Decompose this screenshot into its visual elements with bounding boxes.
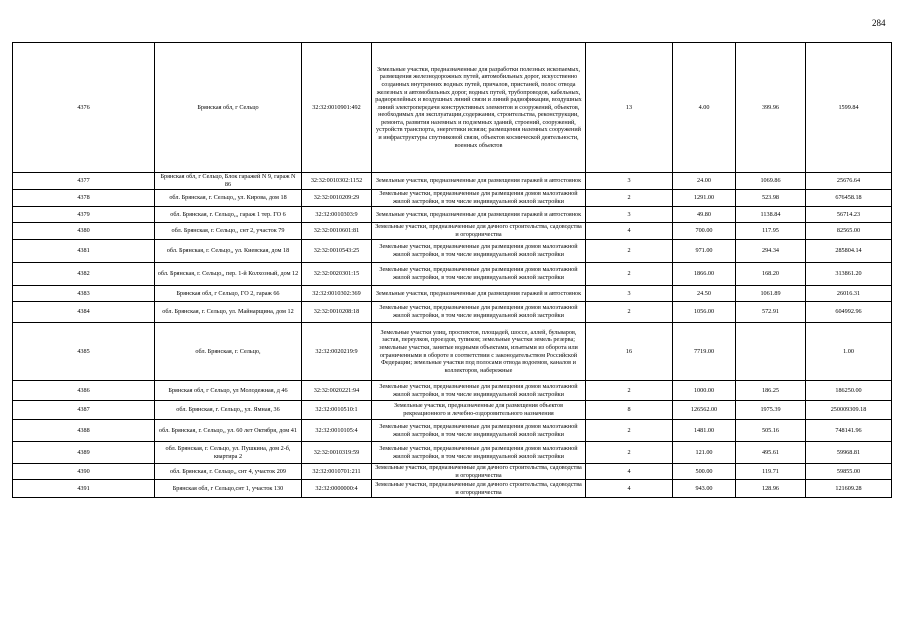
address-cell: обл. Брянская, г. Сельцо,, снт 2, участок 79 (155, 223, 302, 240)
row-number: 4385 (13, 323, 155, 381)
row-number: 4389 (13, 442, 155, 464)
address-cell: обл. Брянская, г. Сельцо,, снт 4, участок 209 (155, 464, 302, 480)
table-row (13, 43, 892, 173)
land-use-cell: Земельные участки, предназначенные для размещения домов малоэтажной жилой застройки, в том числе индивидуальной жилой застройки (372, 442, 586, 464)
row-number: 4376 (13, 43, 155, 173)
area-cell: 1000.00 (673, 381, 736, 401)
area-cell: 121.00 (673, 442, 736, 464)
cadastral-number-cell: 32:32:0000000:4 (302, 480, 372, 498)
specific-value-cell: 294.34 (736, 240, 806, 263)
land-use-cell: Земельные участки, предназначенные для размещения домов малоэтажной жилой застройки, в том числе индивидуальной жилой застройки (372, 190, 586, 207)
group-number-cell: 2 (586, 190, 673, 207)
cadastral-value-cell: 186250.00 (806, 381, 892, 401)
specific-value-cell: 1069.86 (736, 173, 806, 190)
address-cell: обл. Брянская, г. Сельцо, (155, 323, 302, 381)
area-cell: 24.50 (673, 286, 736, 302)
address-cell: обл. Брянская, г. Сельцо,, ул. Киевская, дом 18 (155, 240, 302, 263)
table-row (13, 480, 892, 498)
cadastral-number-cell: 32:32:0020301:15 (302, 263, 372, 286)
specific-value-cell (736, 323, 806, 381)
cadastral-value-cell: 82565.00 (806, 223, 892, 240)
area-cell: 7719.00 (673, 323, 736, 381)
cadastral-value-cell: 313861.20 (806, 263, 892, 286)
area-cell: 49.80 (673, 207, 736, 223)
group-number-cell: 2 (586, 302, 673, 323)
specific-value-cell: 117.95 (736, 223, 806, 240)
cadastral-number-cell: 32:32:0010601:81 (302, 223, 372, 240)
address-cell: обл. Брянская, г. Сельцо, ул. Пушкина, дом 2-б, квартира 2 (155, 442, 302, 464)
cadastral-value-cell: 1.00 (806, 323, 892, 381)
cadastral-value-cell: 121609.28 (806, 480, 892, 498)
group-number-cell: 4 (586, 223, 673, 240)
land-use-cell: Земельные участки, предназначенные для размещения гаражей и автостоянок (372, 286, 586, 302)
row-number: 4384 (13, 302, 155, 323)
specific-value-cell: 128.96 (736, 480, 806, 498)
table-row (13, 223, 892, 240)
area-cell: 4.00 (673, 43, 736, 173)
row-number: 4381 (13, 240, 155, 263)
address-cell: обл. Брянская, г. Сельцо,, пер. 1-й Колхозный, дом 12 (155, 263, 302, 286)
address-cell: обл. Брянская, г. Сельцо,, ул. 60 лет Октября, дом 41 (155, 420, 302, 442)
cadastral-number-cell: 32:32:0010105:4 (302, 420, 372, 442)
specific-value-cell: 523.98 (736, 190, 806, 207)
address-cell: обл. Брянская, г. Сельцо,, ул. Ямная, 36 (155, 401, 302, 420)
group-number-cell: 3 (586, 207, 673, 223)
address-cell: обл. Брянская, г. Сельцо,, ул. Кирова, дом 18 (155, 190, 302, 207)
row-number: 4378 (13, 190, 155, 207)
table-row (13, 263, 892, 286)
group-number-cell: 2 (586, 263, 673, 286)
land-use-cell: Земельные участки, предназначенные для размещения домов малоэтажной жилой застройки, в том числе индивидуальной жилой застройки (372, 381, 586, 401)
cadastral-number-cell: 32:32:0010303:9 (302, 207, 372, 223)
specific-value-cell: 119.71 (736, 464, 806, 480)
cadastral-value-cell: 25676.64 (806, 173, 892, 190)
cadastral-number-cell: 32:32:0020221:94 (302, 381, 372, 401)
group-number-cell: 3 (586, 173, 673, 190)
group-number-cell: 16 (586, 323, 673, 381)
cadastral-number-cell: 32:32:0010302:369 (302, 286, 372, 302)
cadastral-number-cell: 32:32:0010319:59 (302, 442, 372, 464)
table-row (13, 302, 892, 323)
cadastral-number-cell: 32:32:0010209:29 (302, 190, 372, 207)
area-cell: 1291.00 (673, 190, 736, 207)
address-cell: Брянская обл, г Сельцо (155, 43, 302, 173)
land-use-cell: Земельные участки, предназначенные для дачного строительства, садоводства и огородничества (372, 480, 586, 498)
address-cell: обл. Брянская, г. Сельцо,,, гараж 1 тер. ГО 6 (155, 207, 302, 223)
group-number-cell: 2 (586, 381, 673, 401)
row-number: 4391 (13, 480, 155, 498)
page-number: 284 (872, 18, 886, 28)
address-cell: Брянская обл, г Сельцо, ГО 2, гараж 66 (155, 286, 302, 302)
table-row (13, 173, 892, 190)
land-use-cell: Земельные участки, предназначенные для размещения гаражей и автостоянок (372, 173, 586, 190)
area-cell: 943.00 (673, 480, 736, 498)
group-number-cell: 2 (586, 442, 673, 464)
row-number: 4386 (13, 381, 155, 401)
cadastral-value-cell: 250009309.18 (806, 401, 892, 420)
area-cell: 971.00 (673, 240, 736, 263)
land-use-cell: Земельные участки, предназначенные для размещения домов малоэтажной жилой застройки, в том числе индивидуальной жилой застройки (372, 420, 586, 442)
group-number-cell: 8 (586, 401, 673, 420)
land-use-cell: Земельные участки, предназначенные для дачного строительства, садоводства и огородничества (372, 223, 586, 240)
cadastral-value-cell: 676458.18 (806, 190, 892, 207)
cadastral-value-cell: 59855.00 (806, 464, 892, 480)
row-number: 4379 (13, 207, 155, 223)
area-cell: 700.00 (673, 223, 736, 240)
cadastral-number-cell: 32:32:0020219:9 (302, 323, 372, 381)
cadastral-number-cell: 32:32:0010543:25 (302, 240, 372, 263)
table-row (13, 381, 892, 401)
cadastral-value-cell: 748141.96 (806, 420, 892, 442)
land-use-cell: Земельные участки, предназначенные для размещения гаражей и автостоянок (372, 207, 586, 223)
table-row (13, 464, 892, 480)
land-use-cell: Земельные участки, предназначенные для размещения домов малоэтажной жилой застройки, в том числе индивидуальной жилой застройки (372, 240, 586, 263)
address-cell: Брянская обл, г Сельцо, ул Молодежная, д 46 (155, 381, 302, 401)
specific-value-cell: 495.61 (736, 442, 806, 464)
area-cell: 500.00 (673, 464, 736, 480)
cadastral-value-cell: 604992.96 (806, 302, 892, 323)
specific-value-cell: 505.16 (736, 420, 806, 442)
cadastral-value-cell: 56714.23 (806, 207, 892, 223)
table-row (13, 240, 892, 263)
group-number-cell: 13 (586, 43, 673, 173)
cadastral-value-cell: 59968.81 (806, 442, 892, 464)
table-row (13, 207, 892, 223)
address-cell: обл. Брянская, г. Сельцо, ул. Майнарщина, дом 12 (155, 302, 302, 323)
cadastral-value-cell: 1599.84 (806, 43, 892, 173)
table-body (13, 43, 892, 498)
specific-value-cell: 572.91 (736, 302, 806, 323)
area-cell: 1056.00 (673, 302, 736, 323)
specific-value-cell: 1061.89 (736, 286, 806, 302)
row-number: 4380 (13, 223, 155, 240)
group-number-cell: 4 (586, 480, 673, 498)
address-cell: Брянская обл, г Сельцо, Блок гаражей N 9, гараж N 86 (155, 173, 302, 190)
land-use-cell: Земельные участки, предназначенные для разработки полезных ископаемых, размещения железнодорожных путей, автомобильных дорог, искусственно созданных внутренних водных путей, причалов, пристаней, полос отвода железных и автомобильных дорог, водных путей, трубопроводов, кабельных, радиорелейных и воздушных линий связи и линий радиофикации, воздушных линий электропередачи конструктивных элементов и сооружений, объектов, необходимых для эксплуатации,содержания, строительства, реконструкции, ремонта, развития наземных и подземных зданий, строений, сооружений, устройств транспорта, энергетики исвязи; размещения наземных сооружений и инфраструктуры спутниковой связи, объектов космической деятельности, военных объектов (372, 43, 586, 173)
row-number: 4387 (13, 401, 155, 420)
group-number-cell: 3 (586, 286, 673, 302)
table-row (13, 442, 892, 464)
row-number: 4383 (13, 286, 155, 302)
group-number-cell: 2 (586, 420, 673, 442)
cadastral-number-cell: 32:32:0010510:1 (302, 401, 372, 420)
cadastral-number-cell: 32:32:0010302:1152 (302, 173, 372, 190)
specific-value-cell: 399.96 (736, 43, 806, 173)
specific-value-cell: 1975.39 (736, 401, 806, 420)
row-number: 4377 (13, 173, 155, 190)
table-row (13, 323, 892, 381)
row-number: 4388 (13, 420, 155, 442)
group-number-cell: 2 (586, 240, 673, 263)
row-number: 4382 (13, 263, 155, 286)
table-row (13, 190, 892, 207)
cadastral-number-cell: 32:32:0010701:211 (302, 464, 372, 480)
specific-value-cell: 168.20 (736, 263, 806, 286)
land-use-cell: Земельные участки, предназначенные для дачного строительства, садоводства и огородничества (372, 464, 586, 480)
cadastral-value-table (12, 42, 892, 498)
specific-value-cell: 186.25 (736, 381, 806, 401)
cadastral-number-cell: 32:32:0010208:18 (302, 302, 372, 323)
cadastral-number-cell: 32:32:0010901:492 (302, 43, 372, 173)
area-cell: 126562.00 (673, 401, 736, 420)
table-row (13, 401, 892, 420)
land-use-cell: Земельные участки улиц, проспектов, площадей, шоссе, аллей, бульваров, застав, переулков, проездов, тупиков; земельные участки земель резерва; земельные участки, занятые водными объектами, изъятыми из оборота или ограниченными в обороте в соответствии с законодательством Российской Федерации; земельные участки под полосами отвода водоемов, каналов и коллекторов, набережные (372, 323, 586, 381)
table-row (13, 286, 892, 302)
land-use-cell: Земельные участки, предназначенные для размещения домов малоэтажной жилой застройки, в том числе индивидуальной жилой застройки (372, 302, 586, 323)
row-number: 4390 (13, 464, 155, 480)
cadastral-value-cell: 285804.14 (806, 240, 892, 263)
group-number-cell: 4 (586, 464, 673, 480)
area-cell: 1866.00 (673, 263, 736, 286)
area-cell: 24.00 (673, 173, 736, 190)
land-use-cell: Земельные участки, предназначенные для размещения домов малоэтажной жилой застройки, в том числе индивидуальной жилой застройки (372, 263, 586, 286)
cadastral-value-cell: 26016.31 (806, 286, 892, 302)
land-use-cell: Земельные участки, предназначенные для размещения объектов рекреационного и лечебно-оздоровительного назначения (372, 401, 586, 420)
specific-value-cell: 1138.84 (736, 207, 806, 223)
area-cell: 1481.00 (673, 420, 736, 442)
address-cell: Брянская обл, г Сельцо,снт 1, участок 130 (155, 480, 302, 498)
table-row (13, 420, 892, 442)
